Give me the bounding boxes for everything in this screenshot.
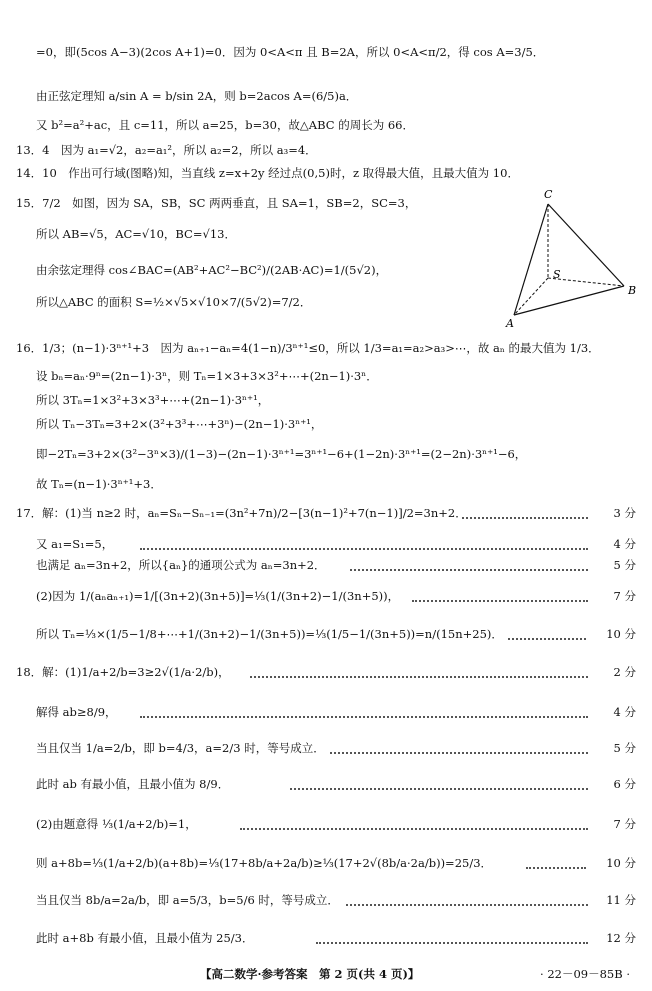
score-10: 10 分 (606, 627, 636, 641)
q17-line-2: 又 a₁=S₁=5， (36, 537, 114, 551)
score-5: 5 分 (613, 741, 636, 755)
q15-line-3: 由余弦定理得 cos∠BAC=(AB²+AC²−BC²)/(2AB·AC)=1/(5√2)， (36, 263, 388, 277)
score-4: 4 分 (613, 537, 636, 551)
label-B: B (628, 284, 637, 297)
q18-line-5: (2)由题意得 ⅓(1/a+2/b)=1， (36, 817, 197, 831)
label-S: S (553, 268, 561, 281)
leader-dots (350, 569, 588, 571)
q16-line-4: 所以 Tₙ−3Tₙ=3+2×(3²+3³+⋯+3ⁿ)−(2n−1)·3ⁿ⁺¹， (36, 417, 323, 431)
score-7: 7 分 (613, 817, 636, 831)
leader-dots (346, 904, 588, 906)
leader-dots (250, 676, 588, 678)
q15-line-4: 所以△ABC 的面积 S=½×√5×√10×7/(5√2)=7/2． (36, 295, 312, 309)
leader-dots (462, 517, 588, 519)
label-A: A (506, 317, 514, 330)
footer-code: · 22－09－85B · (540, 967, 630, 981)
q16-line-6: 故 Tₙ=(n−1)·3ⁿ⁺¹+3． (36, 477, 162, 491)
leader-dots (508, 638, 586, 640)
score-7: 7 分 (613, 589, 636, 603)
leader-dots (330, 752, 588, 754)
q13-line: 13．4 因为 a₁=√2，a₂=a₁²，所以 a₂=2，所以 a₃=4． (16, 143, 317, 157)
leader-dots (140, 716, 588, 718)
q18-line-4: 此时 ab 有最小值，且最小值为 8/9． (36, 777, 230, 791)
leader-dots (526, 867, 586, 869)
leader-dots (290, 788, 588, 790)
leader-dots (140, 548, 588, 550)
leader-dots (412, 600, 588, 602)
q18-line-1: 18．解：(1)1/a+2/b=3≥2√(1/a·2/b)， (16, 665, 230, 679)
q15-line-1: 15．7/2 如图，因为 SA，SB，SC 两两垂直，且 SA=1，SB=2，SC=3， (16, 196, 417, 210)
score-2: 2 分 (613, 665, 636, 679)
q14-line: 14．10 作出可行域(图略)知，当直线 z=x+2y 经过点(0,5)时，z 取得最大值，且最大值为 10． (16, 166, 519, 180)
q17-line-1: 17．解：(1)当 n≥2 时，aₙ=Sₙ−Sₙ₋₁=(3n²+7n)/2−[3(n−1)²+7(n−1)]/2=3n+2． (16, 506, 467, 520)
score-5: 5 分 (613, 558, 636, 572)
leader-dots (240, 828, 588, 830)
q18-line-3: 当且仅当 1/a=2/b，即 b=4/3，a=2/3 时，等号成立． (36, 741, 325, 755)
edge-AB (514, 286, 624, 315)
q16-line-1: 16．1/3；(n−1)·3ⁿ⁺¹+3 因为 aₙ₊₁−aₙ=4(1−n)/3ⁿ⁺¹≤0，所以 1/3=a₁=a₂>a₃>⋯，故 aₙ 的最大值为 1/3． (16, 341, 600, 355)
q12-line-3: 又 b²=a²+ac，且 c=11，所以 a=25，b=30，故△ABC 的周长为 66． (36, 118, 414, 132)
q16-line-5: 即−2Tₙ=3+2×(3²−3ⁿ×3)/(1−3)−(2n−1)·3ⁿ⁺¹=3ⁿ⁺¹−6+(1−2n)·3ⁿ⁺¹=(2−2n)·3ⁿ⁺¹−6， (36, 447, 527, 461)
q17-line-5: 所以 Tₙ=⅓×(1/5−1/8+⋯+1/(3n+2)−1/(3n+5))=⅓(1/5−1/(3n+5))=n/(15n+25)． (36, 627, 503, 641)
score-6: 6 分 (613, 777, 636, 791)
q18-line-2: 解得 ab≥8/9， (36, 705, 117, 719)
q15-line-2: 所以 AB=√5，AC=√10，BC=√13． (36, 227, 236, 241)
q17-line-4: (2)因为 1/(aₙaₙ₊₁)=1/[(3n+2)(3n+5)]=⅓(1/(3n+2)−1/(3n+5))， (36, 589, 400, 603)
q18-line-8: 此时 a+8b 有最小值，且最小值为 25/3． (36, 931, 254, 945)
score-4: 4 分 (613, 705, 636, 719)
tetrahedron-figure (502, 186, 642, 331)
footer-title: 【高二数学·参考答案 第 2 页(共 4 页)】 (200, 967, 420, 981)
q16-line-3: 所以 3Tₙ=1×3²+3×3³+⋯+(2n−1)·3ⁿ⁺¹， (36, 393, 270, 407)
q18-line-7: 当且仅当 8b/a=2a/b，即 a=5/3，b=5/6 时，等号成立． (36, 893, 339, 907)
q12-line-2: 由正弦定理知 a/sin A = b/sin 2A，则 b=2acos A=(6/5)a． (36, 89, 358, 103)
score-12: 12 分 (606, 931, 636, 945)
leader-dots (316, 942, 588, 944)
q16-line-2: 设 bₙ=aₙ·9ⁿ=(2n−1)·3ⁿ，则 Tₙ=1×3+3×3²+⋯+(2n−1)·3ⁿ． (36, 369, 378, 383)
score-11: 11 分 (606, 893, 636, 907)
edge-CA (514, 204, 548, 315)
q18-line-6: 则 a+8b=⅓(1/a+2/b)(a+8b)=⅓(17+8b/a+2a/b)≥⅓(17+2√(8b/a·2a/b))=25/3． (36, 856, 493, 870)
q17-line-3: 也满足 aₙ=3n+2，所以{aₙ}的通项公式为 aₙ=3n+2． (36, 558, 326, 572)
label-C: C (544, 188, 553, 201)
score-3: 3 分 (613, 506, 636, 520)
score-10: 10 分 (606, 856, 636, 870)
q12-line-1: =0，即(5cos A−3)(2cos A+1)=0．因为 0<A<π 且 B=2A，所以 0<A<π/2，得 cos A=3/5． (36, 45, 545, 59)
